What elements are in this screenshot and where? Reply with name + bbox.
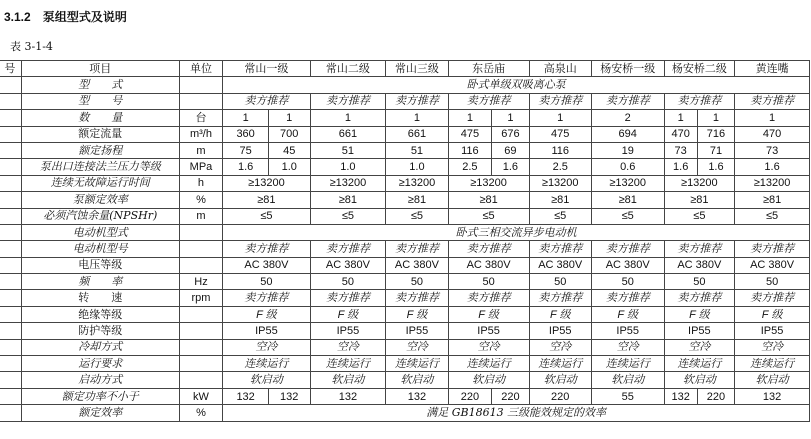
row-unit <box>179 372 223 388</box>
row-item-label: 额定扬程 <box>21 142 179 158</box>
row-value-cell: 1.6 <box>697 159 734 175</box>
row-value-cell: F 级 <box>529 306 591 322</box>
pump-spec-table <box>0 60 810 422</box>
row-number-cell <box>0 372 21 388</box>
row-value-cell: 2.5 <box>529 159 591 175</box>
row-value-cell: 卖方推荐 <box>448 241 529 257</box>
row-unit <box>179 323 223 339</box>
row-value-cell: 470 <box>664 126 697 142</box>
row-value-cell: 软启动 <box>223 372 310 388</box>
row-value-cell: ≥13200 <box>448 175 529 191</box>
row-item-label: 冷却方式 <box>21 339 179 355</box>
row-unit: m³/h <box>179 126 223 142</box>
row-value-cell: 661 <box>310 126 386 142</box>
row-number-cell <box>0 257 21 273</box>
table-row <box>0 323 810 339</box>
row-merged-value: 满足 GB18613 三级能效规定的效率 <box>223 405 810 421</box>
row-value-cell: 连续运行 <box>386 356 448 372</box>
row-value-cell: 1.0 <box>386 159 448 175</box>
row-value-cell: 连续运行 <box>591 356 664 372</box>
row-unit <box>179 306 223 322</box>
row-value-cell: 连续运行 <box>529 356 591 372</box>
row-value-cell: AC 380V <box>735 257 810 273</box>
row-number-cell <box>0 175 21 191</box>
row-number-cell <box>0 356 21 372</box>
row-item-label: 电动机型式 <box>21 224 179 240</box>
table-row <box>0 257 810 273</box>
row-value-cell: 卖方推荐 <box>223 241 310 257</box>
row-item-label: 电动机型号 <box>21 241 179 257</box>
table-row <box>0 306 810 322</box>
row-value-cell: 卖方推荐 <box>591 290 664 306</box>
row-value-cell: 694 <box>591 126 664 142</box>
row-value-cell: 软启动 <box>529 372 591 388</box>
row-unit: kW <box>179 388 223 404</box>
row-value-cell: 50 <box>310 274 386 290</box>
header-station: 常山三级 <box>386 61 448 77</box>
row-value-cell: ≥81 <box>310 192 386 208</box>
row-unit: % <box>179 192 223 208</box>
row-value-cell: 73 <box>664 142 697 158</box>
row-value-cell: ≥81 <box>386 192 448 208</box>
row-unit <box>179 339 223 355</box>
row-number-cell <box>0 306 21 322</box>
row-value-cell: 空冷 <box>310 339 386 355</box>
row-number-cell <box>0 126 21 142</box>
row-value-cell: 空冷 <box>529 339 591 355</box>
row-value-cell: 220 <box>697 388 734 404</box>
row-value-cell: IP55 <box>386 323 448 339</box>
row-value-cell: ≥13200 <box>591 175 664 191</box>
row-item-label: 必须汽蚀余量(NPSHr) <box>21 208 179 224</box>
row-value-cell: F 级 <box>591 306 664 322</box>
row-merged-value: 卧式单级双吸离心泵 <box>223 77 810 93</box>
row-value-cell: 1 <box>697 110 734 126</box>
row-value-cell: ≥81 <box>223 192 310 208</box>
row-value-cell: ≤5 <box>591 208 664 224</box>
row-value-cell: AC 380V <box>529 257 591 273</box>
row-unit <box>179 93 223 109</box>
row-number-cell <box>0 388 21 404</box>
row-value-cell: ≥13200 <box>386 175 448 191</box>
table-row <box>0 159 810 175</box>
row-value-cell: ≥81 <box>448 192 529 208</box>
row-value-cell: 73 <box>735 142 810 158</box>
row-item-label: 型 号 <box>21 93 179 109</box>
row-value-cell: 连续运行 <box>448 356 529 372</box>
row-value-cell: 45 <box>268 142 310 158</box>
row-value-cell: 220 <box>492 388 529 404</box>
row-value-cell: ≥81 <box>591 192 664 208</box>
row-item-label: 额定功率不小于 <box>21 388 179 404</box>
row-value-cell: IP55 <box>735 323 810 339</box>
table-row <box>0 110 810 126</box>
row-value-cell: F 级 <box>386 306 448 322</box>
row-value-cell: 676 <box>492 126 529 142</box>
row-value-cell: ≥13200 <box>664 175 735 191</box>
row-number-cell <box>0 405 21 421</box>
row-value-cell: 700 <box>268 126 310 142</box>
table-row <box>0 126 810 142</box>
row-value-cell: 卖方推荐 <box>386 93 448 109</box>
row-unit: MPa <box>179 159 223 175</box>
row-unit: h <box>179 175 223 191</box>
row-value-cell: 卖方推荐 <box>386 290 448 306</box>
row-value-cell: 卖方推荐 <box>664 241 735 257</box>
row-number-cell <box>0 110 21 126</box>
row-unit <box>179 77 223 93</box>
row-value-cell: 卖方推荐 <box>735 290 810 306</box>
row-value-cell: 卖方推荐 <box>448 93 529 109</box>
section-heading <box>4 8 127 25</box>
table-row <box>0 388 810 404</box>
table-row <box>0 142 810 158</box>
row-number-cell <box>0 93 21 109</box>
row-number-cell <box>0 142 21 158</box>
row-value-cell: 空冷 <box>591 339 664 355</box>
row-value-cell: 51 <box>310 142 386 158</box>
row-value-cell: 1 <box>529 110 591 126</box>
table-caption: 表 3-1-4 <box>10 40 53 53</box>
row-value-cell: 卖方推荐 <box>310 93 386 109</box>
row-number-cell <box>0 159 21 175</box>
row-value-cell: ≥81 <box>735 192 810 208</box>
row-value-cell: 19 <box>591 142 664 158</box>
row-value-cell: ≤5 <box>664 208 735 224</box>
row-unit: % <box>179 405 223 421</box>
row-value-cell: 50 <box>386 274 448 290</box>
row-value-cell: 空冷 <box>223 339 310 355</box>
row-value-cell: AC 380V <box>448 257 529 273</box>
table-row <box>0 77 810 93</box>
row-value-cell: 卖方推荐 <box>664 93 735 109</box>
row-value-cell: 软启动 <box>386 372 448 388</box>
table-header-row <box>0 61 810 77</box>
row-value-cell: 1 <box>223 110 269 126</box>
header-station: 高泉山 <box>529 61 591 77</box>
row-unit <box>179 241 223 257</box>
table-row <box>0 241 810 257</box>
row-value-cell: 软启动 <box>735 372 810 388</box>
row-value-cell: 1 <box>492 110 529 126</box>
row-unit <box>179 224 223 240</box>
row-value-cell: 卖方推荐 <box>223 290 310 306</box>
table-row <box>0 192 810 208</box>
row-value-cell: 1.6 <box>735 159 810 175</box>
row-value-cell: 1.6 <box>223 159 269 175</box>
row-value-cell: ≤5 <box>529 208 591 224</box>
row-value-cell: 716 <box>697 126 734 142</box>
row-number-cell <box>0 208 21 224</box>
row-number-cell <box>0 224 21 240</box>
table-row <box>0 93 810 109</box>
row-item-label: 频 率 <box>21 274 179 290</box>
row-value-cell: 55 <box>591 388 664 404</box>
row-value-cell: 卖方推荐 <box>529 241 591 257</box>
row-number-cell <box>0 339 21 355</box>
row-item-label: 数 量 <box>21 110 179 126</box>
row-value-cell: F 级 <box>310 306 386 322</box>
row-value-cell: ≤5 <box>735 208 810 224</box>
row-value-cell: 2.5 <box>448 159 492 175</box>
row-value-cell: 1 <box>664 110 697 126</box>
header-station: 东岳庙 <box>448 61 529 77</box>
row-value-cell: IP55 <box>529 323 591 339</box>
row-item-label: 启动方式 <box>21 372 179 388</box>
row-value-cell: IP55 <box>591 323 664 339</box>
row-value-cell: 475 <box>529 126 591 142</box>
row-unit: m <box>179 142 223 158</box>
row-item-label: 防护等级 <box>21 323 179 339</box>
row-value-cell: 1 <box>310 110 386 126</box>
row-value-cell: 空冷 <box>735 339 810 355</box>
table-row <box>0 208 810 224</box>
row-value-cell: 卖方推荐 <box>223 93 310 109</box>
row-value-cell: 220 <box>448 388 492 404</box>
row-value-cell: ≥13200 <box>735 175 810 191</box>
section-number: 3.1.2 <box>4 10 31 24</box>
row-value-cell: 1 <box>386 110 448 126</box>
row-value-cell: 连续运行 <box>310 356 386 372</box>
row-value-cell: IP55 <box>448 323 529 339</box>
row-value-cell: 116 <box>448 142 492 158</box>
row-value-cell: F 级 <box>735 306 810 322</box>
row-value-cell: 卖方推荐 <box>310 290 386 306</box>
row-value-cell: ≤5 <box>223 208 310 224</box>
row-value-cell: 1 <box>735 110 810 126</box>
row-value-cell: 卖方推荐 <box>735 241 810 257</box>
row-merged-value: 卧式三相交流异步电动机 <box>223 224 810 240</box>
row-value-cell: ≥13200 <box>529 175 591 191</box>
row-item-label: 运行要求 <box>21 356 179 372</box>
table-row <box>0 175 810 191</box>
table-row <box>0 356 810 372</box>
row-unit <box>179 257 223 273</box>
table-row <box>0 405 810 421</box>
header-no: 号 <box>0 61 21 77</box>
header-item: 项目 <box>21 61 179 77</box>
row-value-cell: 卖方推荐 <box>310 241 386 257</box>
row-value-cell: ≥13200 <box>310 175 386 191</box>
row-item-label: 额定流量 <box>21 126 179 142</box>
row-number-cell <box>0 241 21 257</box>
row-item-label: 绝缘等级 <box>21 306 179 322</box>
table-row <box>0 372 810 388</box>
row-value-cell: 连续运行 <box>735 356 810 372</box>
row-value-cell: 132 <box>310 388 386 404</box>
row-value-cell: 360 <box>223 126 269 142</box>
row-unit: rpm <box>179 290 223 306</box>
row-value-cell: F 级 <box>448 306 529 322</box>
row-value-cell: 1.6 <box>664 159 697 175</box>
row-unit <box>179 356 223 372</box>
row-value-cell: 50 <box>529 274 591 290</box>
row-number-cell <box>0 77 21 93</box>
row-value-cell: ≥81 <box>664 192 735 208</box>
row-value-cell: 75 <box>223 142 269 158</box>
header-station: 常山二级 <box>310 61 386 77</box>
row-item-label: 型 式 <box>21 77 179 93</box>
row-value-cell: 1.0 <box>310 159 386 175</box>
row-value-cell: 470 <box>735 126 810 142</box>
row-value-cell: 卖方推荐 <box>386 241 448 257</box>
row-value-cell: 卖方推荐 <box>448 290 529 306</box>
row-item-label: 转 速 <box>21 290 179 306</box>
row-value-cell: 卖方推荐 <box>529 290 591 306</box>
row-value-cell: AC 380V <box>223 257 310 273</box>
table-row <box>0 224 810 240</box>
row-value-cell: IP55 <box>310 323 386 339</box>
row-number-cell <box>0 323 21 339</box>
row-value-cell: 卖方推荐 <box>591 93 664 109</box>
row-value-cell: AC 380V <box>386 257 448 273</box>
header-station: 杨安桥二级 <box>664 61 735 77</box>
row-item-label: 电压等级 <box>21 257 179 273</box>
row-value-cell: 50 <box>735 274 810 290</box>
row-value-cell: 50 <box>448 274 529 290</box>
row-value-cell: ≥13200 <box>223 175 310 191</box>
row-value-cell: AC 380V <box>591 257 664 273</box>
row-value-cell: 卖方推荐 <box>591 241 664 257</box>
row-value-cell: 连续运行 <box>223 356 310 372</box>
row-value-cell: 空冷 <box>448 339 529 355</box>
row-value-cell: IP55 <box>664 323 735 339</box>
row-value-cell: 软启动 <box>664 372 735 388</box>
row-value-cell: 132 <box>735 388 810 404</box>
row-value-cell: 卖方推荐 <box>529 93 591 109</box>
row-value-cell: 220 <box>529 388 591 404</box>
row-number-cell <box>0 274 21 290</box>
row-value-cell: F 级 <box>664 306 735 322</box>
table-row <box>0 290 810 306</box>
row-unit: Hz <box>179 274 223 290</box>
row-value-cell: 卖方推荐 <box>735 93 810 109</box>
row-value-cell: AC 380V <box>664 257 735 273</box>
row-unit: 台 <box>179 110 223 126</box>
header-station: 常山一级 <box>223 61 310 77</box>
row-value-cell: 50 <box>591 274 664 290</box>
row-item-label: 额定效率 <box>21 405 179 421</box>
row-value-cell: 661 <box>386 126 448 142</box>
header-unit: 单位 <box>179 61 223 77</box>
row-value-cell: ≥81 <box>529 192 591 208</box>
row-value-cell: 1.0 <box>268 159 310 175</box>
row-value-cell: 软启动 <box>591 372 664 388</box>
row-value-cell: 475 <box>448 126 492 142</box>
row-value-cell: 116 <box>529 142 591 158</box>
row-value-cell: 69 <box>492 142 529 158</box>
row-unit: m <box>179 208 223 224</box>
table-row <box>0 274 810 290</box>
row-value-cell: 连续运行 <box>664 356 735 372</box>
row-value-cell: 2 <box>591 110 664 126</box>
row-value-cell: 50 <box>223 274 310 290</box>
row-value-cell: 132 <box>386 388 448 404</box>
row-value-cell: 0.6 <box>591 159 664 175</box>
section-title: 泵组型式及说明 <box>42 10 127 24</box>
row-value-cell: 1 <box>448 110 492 126</box>
row-value-cell: 空冷 <box>664 339 735 355</box>
row-value-cell: ≤5 <box>386 208 448 224</box>
row-item-label: 连续无故障运行时间 <box>21 175 179 191</box>
row-value-cell: 132 <box>664 388 697 404</box>
row-value-cell: 50 <box>664 274 735 290</box>
row-value-cell: ≤5 <box>310 208 386 224</box>
header-station: 黄连嘴 <box>735 61 810 77</box>
row-value-cell: 1 <box>268 110 310 126</box>
row-value-cell: 空冷 <box>386 339 448 355</box>
row-value-cell: 软启动 <box>310 372 386 388</box>
header-station: 杨安桥一级 <box>591 61 664 77</box>
row-value-cell: ≤5 <box>448 208 529 224</box>
row-value-cell: 132 <box>268 388 310 404</box>
row-value-cell: 132 <box>223 388 269 404</box>
row-value-cell: F 级 <box>223 306 310 322</box>
row-value-cell: 卖方推荐 <box>664 290 735 306</box>
row-value-cell: 51 <box>386 142 448 158</box>
row-value-cell: AC 380V <box>310 257 386 273</box>
row-value-cell: 1.6 <box>492 159 529 175</box>
row-value-cell: IP55 <box>223 323 310 339</box>
row-value-cell: 71 <box>697 142 734 158</box>
row-number-cell <box>0 192 21 208</box>
row-item-label: 泵额定效率 <box>21 192 179 208</box>
row-value-cell: 软启动 <box>448 372 529 388</box>
row-item-label: 泵出口连接法兰压力等级 <box>21 159 179 175</box>
table-row <box>0 339 810 355</box>
row-number-cell <box>0 290 21 306</box>
